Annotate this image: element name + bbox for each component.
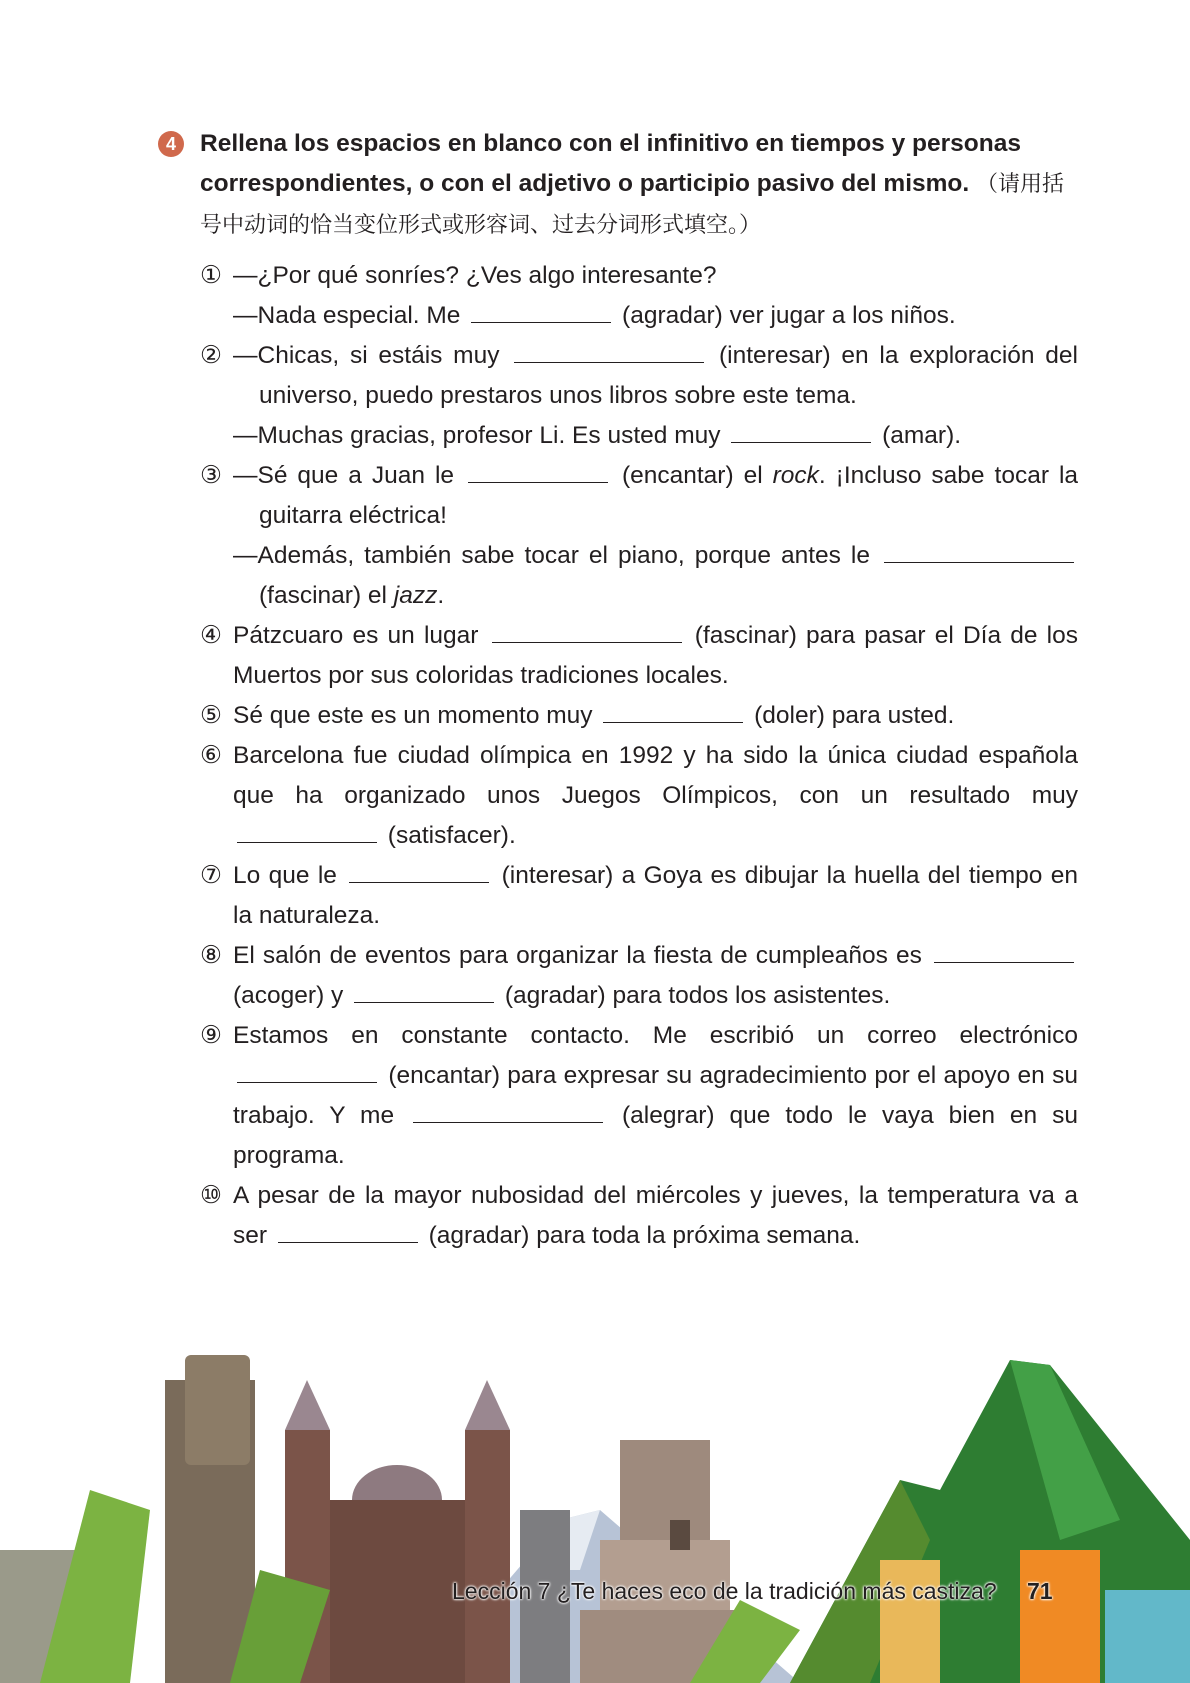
- answer-blank[interactable]: [492, 620, 682, 643]
- answer-blank[interactable]: [349, 860, 489, 883]
- exercise-item: [200, 616, 1078, 696]
- text-segment: (fascinar) el: [259, 582, 394, 609]
- dialogue-line: —Además, también sabe tocar el piano, porque antes le (fascinar) el jazz.: [233, 536, 1078, 616]
- text-segment: El salón de eventos para organizar la fiesta de cumpleaños es: [233, 942, 930, 969]
- answer-blank[interactable]: [471, 300, 611, 323]
- page-footer: [452, 1578, 1053, 1605]
- exercise-item: [200, 1016, 1078, 1176]
- text-segment: (agradar) para todos los asistentes.: [498, 982, 891, 1009]
- text-segment: (interesar) a Goya es dibujar la huella del tiempo en la naturaleza.: [233, 862, 1078, 929]
- text-segment: (fascinar) para pasar el Día de los Muertos por sus coloridas tradiciones locales.: [233, 622, 1078, 689]
- instruction-chinese: （请用括号中动词的恰当变位形式或形容词、过去分词形式填空。）: [200, 172, 1065, 238]
- exercise-number-badge: 4: [158, 131, 184, 157]
- dialogue-line: —Sé que a Juan le (encantar) el rock. ¡Incluso sabe tocar la guitarra eléctrica!: [233, 462, 1079, 529]
- italic-term: jazz: [393, 582, 438, 609]
- answer-blank[interactable]: [731, 420, 871, 443]
- exercise-heading: [165, 124, 1078, 246]
- answer-blank[interactable]: [884, 540, 1074, 563]
- exercise-item: [200, 336, 1078, 456]
- dialogue-line: —Chicas, si estáis muy (interesar) en la exploración del universo, puedo prestaros unos libros sobre este tema.: [233, 342, 1078, 409]
- item-number: ②: [200, 342, 222, 369]
- answer-blank[interactable]: [934, 940, 1074, 963]
- answer-blank[interactable]: [237, 1060, 377, 1083]
- text-segment: ¿Por qué sonríes? ¿Ves algo interesante?: [257, 262, 717, 289]
- item-number: ⑦: [200, 862, 222, 889]
- dialogue-line: —¿Por qué sonríes? ¿Ves algo interesante?: [233, 262, 717, 289]
- answer-blank[interactable]: [278, 1220, 418, 1243]
- sentence: [233, 936, 1078, 1016]
- sentence: [233, 1176, 1078, 1256]
- sentence: [233, 856, 1078, 936]
- dialogue-line: —Nada especial. Me (agradar) ver jugar a los niños.: [233, 302, 956, 329]
- text-segment: Pátzcuaro es un lugar: [233, 622, 488, 649]
- exercise-item: [200, 256, 1078, 336]
- lesson-title: Lección 7 ¿Te haces eco de la tradición más castiza?: [452, 1578, 997, 1604]
- italic-term: rock: [772, 462, 819, 489]
- text-segment: . ¡Incluso sabe tocar la guitarra eléctrica!: [259, 462, 1079, 529]
- text-segment: (agradar) ver jugar a los niños.: [615, 302, 956, 329]
- answer-blank[interactable]: [413, 1100, 603, 1123]
- text-segment: Barcelona fue ciudad olímpica en 1992 y ha sido la única ciudad española que ha organizado unos Juegos Olímpicos, con un resultado muy: [233, 742, 1078, 809]
- answer-blank[interactable]: [603, 700, 743, 723]
- text-segment: .: [437, 582, 445, 609]
- exercise-item: [200, 1176, 1078, 1256]
- item-number: ④: [200, 622, 222, 649]
- text-segment: Sé que este es un momento muy: [233, 702, 600, 729]
- exercise-items: [200, 256, 1078, 1256]
- text-segment: A pesar de la mayor nubosidad del miércoles y jueves, la temperatura va a ser: [233, 1182, 1078, 1249]
- item-number: ⑤: [200, 702, 222, 729]
- exercise-item: [200, 856, 1078, 936]
- text-segment: (encantar) el: [611, 462, 773, 489]
- page-number: 71: [1027, 1578, 1053, 1604]
- text-segment: (agradar) para toda la próxima semana.: [421, 1222, 861, 1249]
- answer-blank[interactable]: [468, 460, 608, 483]
- text-segment: (alegrar) que todo le vaya bien en su programa.: [233, 1102, 1078, 1169]
- landmarks-illustration: [0, 1340, 1190, 1683]
- item-number: ⑨: [200, 1022, 222, 1049]
- text-segment: (doler) para usted.: [747, 702, 955, 729]
- text-segment: Muchas gracias, profesor Li. Es usted muy: [257, 422, 728, 449]
- instruction-spanish: Rellena los espacios en blanco con el infinitivo en tiempos y personas correspondientes, o con el adjetivo o participio pasivo del mismo.: [200, 130, 1021, 197]
- answer-blank[interactable]: [354, 980, 494, 1003]
- text-segment: (satisfacer).: [381, 822, 516, 849]
- text-segment: Estamos en constante contacto. Me escribió un correo electrónico: [233, 1022, 1078, 1049]
- item-number: ③: [200, 462, 222, 489]
- text-segment: (acoger) y: [233, 982, 351, 1009]
- sentence: [233, 1016, 1078, 1176]
- text-segment: Además, también sabe tocar el piano, porque antes le: [257, 542, 880, 569]
- item-number: ⑧: [200, 942, 222, 969]
- exercise-item: [200, 736, 1078, 856]
- item-number: ⑩: [200, 1182, 222, 1209]
- exercise-item: [200, 936, 1078, 1016]
- text-segment: Lo que le: [233, 862, 346, 889]
- dialogue-line: —Muchas gracias, profesor Li. Es usted muy (amar).: [233, 422, 962, 449]
- exercise-item: [200, 456, 1078, 616]
- text-segment: (encantar) para expresar su agradecimiento por el apoyo en su trabajo. Y me: [233, 1062, 1078, 1129]
- text-segment: (interesar) en la exploración del universo, puedo prestaros unos libros sobre este tema.: [259, 342, 1078, 409]
- answer-blank[interactable]: [514, 340, 704, 363]
- text-segment: Sé que a Juan le: [257, 462, 464, 489]
- answer-blank[interactable]: [237, 820, 377, 843]
- sentence: [233, 736, 1078, 856]
- text-segment: Chicas, si estáis muy: [257, 342, 511, 369]
- text-segment: Nada especial. Me: [257, 302, 468, 329]
- sentence: [233, 696, 1078, 736]
- exercise-item: [200, 696, 1078, 736]
- item-number: ①: [200, 262, 222, 289]
- item-number: ⑥: [200, 742, 222, 769]
- text-segment: (amar).: [875, 422, 962, 449]
- sentence: [233, 616, 1078, 696]
